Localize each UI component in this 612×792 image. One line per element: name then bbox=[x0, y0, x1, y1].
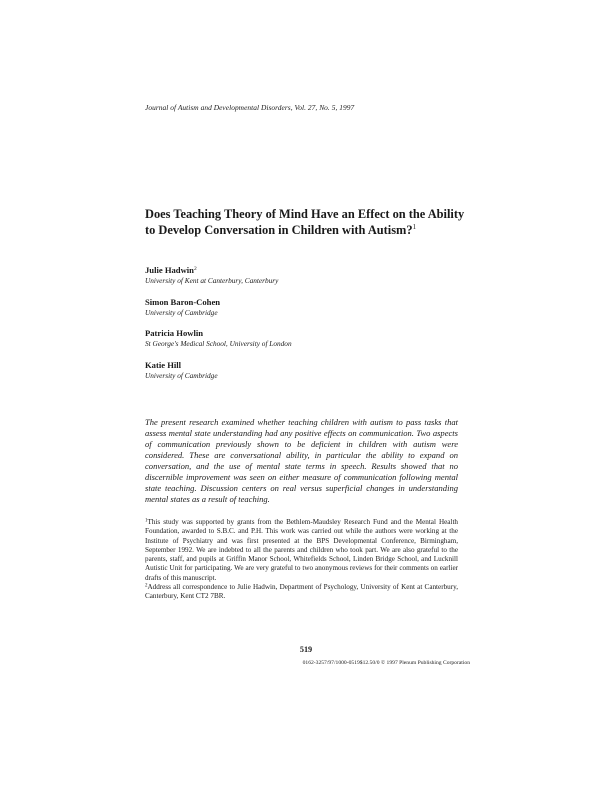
author-block-4 bbox=[145, 360, 465, 381]
journal-header: Journal of Autism and Developmental Disorders, Vol. 27, No. 5, 1997 bbox=[145, 103, 355, 112]
author-affiliation: University of Cambridge bbox=[145, 371, 218, 380]
author-name-text: Patricia Howlin bbox=[145, 328, 203, 338]
author-name-text: Julie Hadwin bbox=[145, 265, 194, 275]
author-block-2 bbox=[145, 297, 465, 318]
abstract: The present research examined whether teaching children with autism to pass tasks that assess mental state understanding had any positive effects on communication. Two aspects of communication previously shown to be deficient in children with autism were considered. These are conversational ability, in particular the ability to expand on conversation, and the use of mental state terms in speech. Results showed that no discernible improvement was seen on either measure of communication following mental state teaching. Discussion centers on real versus superficial changes in understanding mental states as a result of teaching. bbox=[145, 417, 458, 504]
author-name bbox=[145, 328, 465, 339]
footnote-text: This study was supported by grants from the Bethlem-Maudsley Research Fund and the Mental Health Foundation, awarded to S.B.C. and P.H. This work was carried out while the authors were working at the Institute of Psychiatry and was first presented at the BPS Developmental Conference, Birmingham, September 1992. We are indebted to all the parents and children who took part. We are also grateful to the parents, staff, and pupils at Griffin Manor School, Whitefields School, Linden Bridge School, and Lucknill Autistic Unit for participating. We are very grateful to two anonymous reviews for their comments on earlier drafts of this manuscript. bbox=[145, 518, 458, 582]
author-affiliation: St George's Medical School, University of London bbox=[145, 339, 292, 348]
author-footnote-marker: 2 bbox=[193, 266, 197, 272]
author-name-text: Simon Baron-Cohen bbox=[145, 297, 221, 307]
author-block-1 bbox=[145, 265, 465, 286]
author-name-text: Katie Hill bbox=[145, 360, 182, 370]
author-block-3 bbox=[145, 328, 465, 349]
author-name bbox=[145, 265, 465, 276]
author-name bbox=[145, 360, 465, 371]
article-title bbox=[145, 207, 465, 238]
author-affiliation: University of Cambridge bbox=[145, 308, 218, 317]
footnote-text: Address all correspondence to Julie Hadwin, Department of Psychology, University of Kent at Canterbury, Canterbury, Kent CT2 7BR. bbox=[145, 582, 458, 601]
footnote-2 bbox=[145, 583, 458, 602]
title-footnote-marker: 1 bbox=[412, 222, 417, 231]
author-name bbox=[145, 297, 465, 308]
title-text: Does Teaching Theory of Mind Have an Effect on the Ability to Develop Conversation in Children with Autism? bbox=[145, 207, 465, 237]
author-affiliation: University of Kent at Canterbury, Canterbury bbox=[145, 276, 279, 285]
page-number: 519 bbox=[299, 645, 313, 654]
copyright-line: 0162-3257/97/1000-0519$12.50/0 © 1997 Plenum Publishing Corporation bbox=[302, 660, 470, 666]
footnote-marker: 1 bbox=[145, 518, 148, 524]
footnote-1 bbox=[145, 518, 458, 583]
footnote-marker: 2 bbox=[145, 583, 148, 589]
footnotes bbox=[145, 518, 458, 602]
